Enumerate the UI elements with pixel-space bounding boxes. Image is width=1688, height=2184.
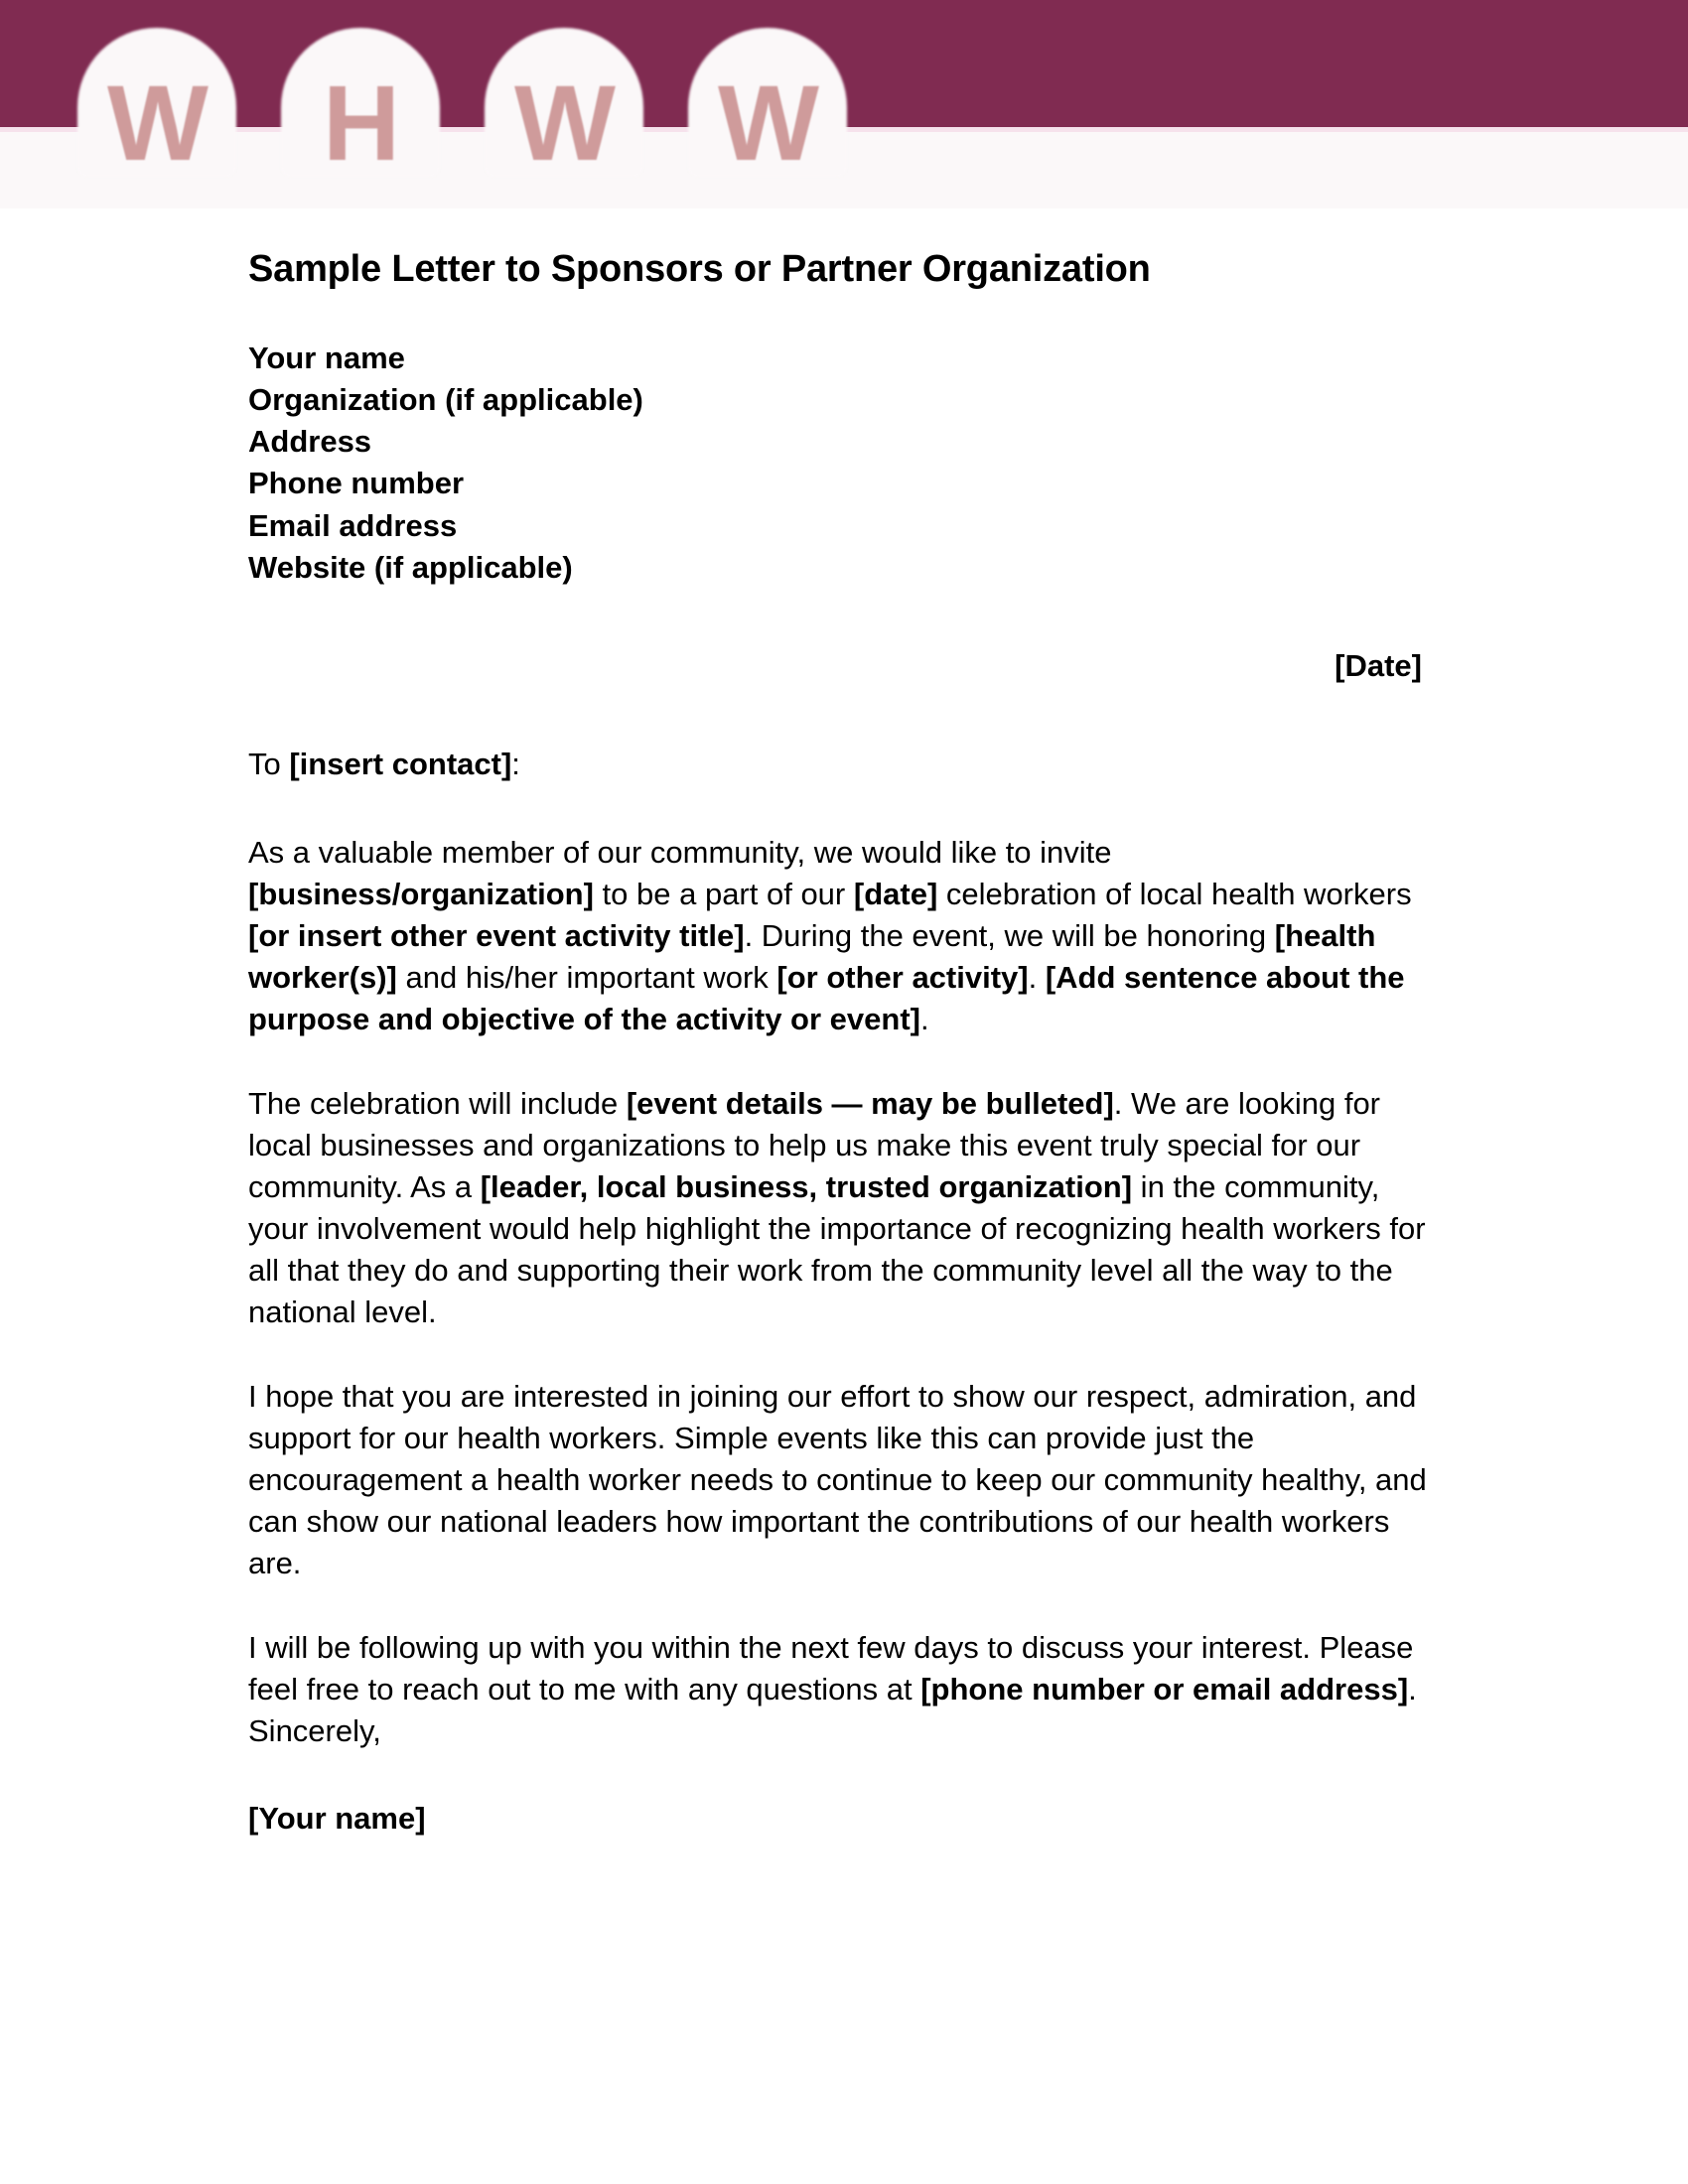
sender-line: Website (if applicable) — [248, 550, 573, 586]
signature-line: [Your name] — [248, 1800, 426, 1836]
page-title: Sample Letter to Sponsors or Partner Organization — [248, 248, 1151, 290]
logo-letter-2: H — [323, 63, 398, 183]
salutation-prefix: To — [248, 747, 290, 782]
salutation-contact-placeholder: [insert contact] — [289, 747, 512, 782]
para-followup — [248, 1627, 1440, 1710]
placeholder-token: [or insert other event activity title] — [248, 917, 745, 953]
para-celebration — [248, 1083, 1440, 1333]
document-page — [0, 208, 1688, 1840]
body-text-run: celebration of local health workers — [937, 876, 1412, 911]
sender-line: Email address — [248, 507, 458, 543]
body-text-run: I hope that you are interested in joining our effort to show our respect, admiration, and support for our health workers. Simple events like this can provide just the encouragement a health worker needs to continue to keep our community healthy, and can show our national leaders how important the contributions of our health workers are. — [248, 1378, 1427, 1580]
body-text-run: . During the event, we will be honoring — [744, 917, 1275, 953]
letter-body — [0, 208, 1688, 1840]
body-text-run: in the community, your involvement would help highlight the importance of recognizing health workers for all that they do and supporting their work from the community level all the way to the national level. — [248, 1168, 1426, 1329]
placeholder-token: [phone number or email address] — [920, 1671, 1409, 1706]
letter-paragraphs — [248, 832, 1440, 1710]
para-hope — [248, 1376, 1440, 1584]
whww-logo — [77, 28, 892, 187]
document-masthead — [0, 0, 1688, 208]
placeholder-token: [leader, local business, trusted organization] — [480, 1168, 1133, 1204]
salutation-line — [248, 744, 1440, 785]
sender-line: Your name — [248, 340, 405, 375]
salutation-suffix: : — [511, 747, 520, 782]
body-text-run: . — [1028, 959, 1046, 995]
body-text-run: to be a part of our — [593, 876, 854, 911]
logo-letter-3: W — [514, 63, 614, 183]
sender-address-block — [248, 338, 1440, 590]
closing-line: Sincerely, — [248, 1712, 381, 1748]
body-text-run: The celebration will include — [248, 1085, 627, 1121]
placeholder-token: [or other activity] — [776, 959, 1029, 995]
body-text-run: and his/her important work — [396, 959, 777, 995]
para-invitation — [248, 832, 1440, 1040]
body-text-run: I will be following up with you within the next few days to discuss your interest. Please feel free to reach out to me with any questions at — [248, 1629, 1414, 1706]
placeholder-token: [date] — [853, 876, 938, 911]
sender-line: Address — [248, 424, 372, 460]
body-text-run: . — [919, 1001, 929, 1036]
body-text-run: As a valuable member of our community, we would like to invite — [248, 834, 1112, 870]
placeholder-token: [health worker(s)] — [248, 917, 1376, 995]
logo-letter-4: W — [718, 63, 817, 183]
body-text-run: . — [1408, 1671, 1417, 1706]
placeholder-token: [event details — may be bulleted] — [626, 1085, 1114, 1121]
logo-letter-1: W — [107, 63, 207, 183]
placeholder-token: [Add sentence about the purpose and objective of the activity or event] — [248, 959, 1405, 1036]
date-placeholder: [Date] — [1335, 648, 1422, 684]
body-text-run: . We are looking for local businesses and organizations to help us make this event truly special for our community. As a — [248, 1085, 1381, 1204]
placeholder-token: [business/organization] — [248, 876, 594, 911]
sender-line: Phone number — [248, 466, 465, 501]
sender-line: Organization (if applicable) — [248, 381, 643, 417]
